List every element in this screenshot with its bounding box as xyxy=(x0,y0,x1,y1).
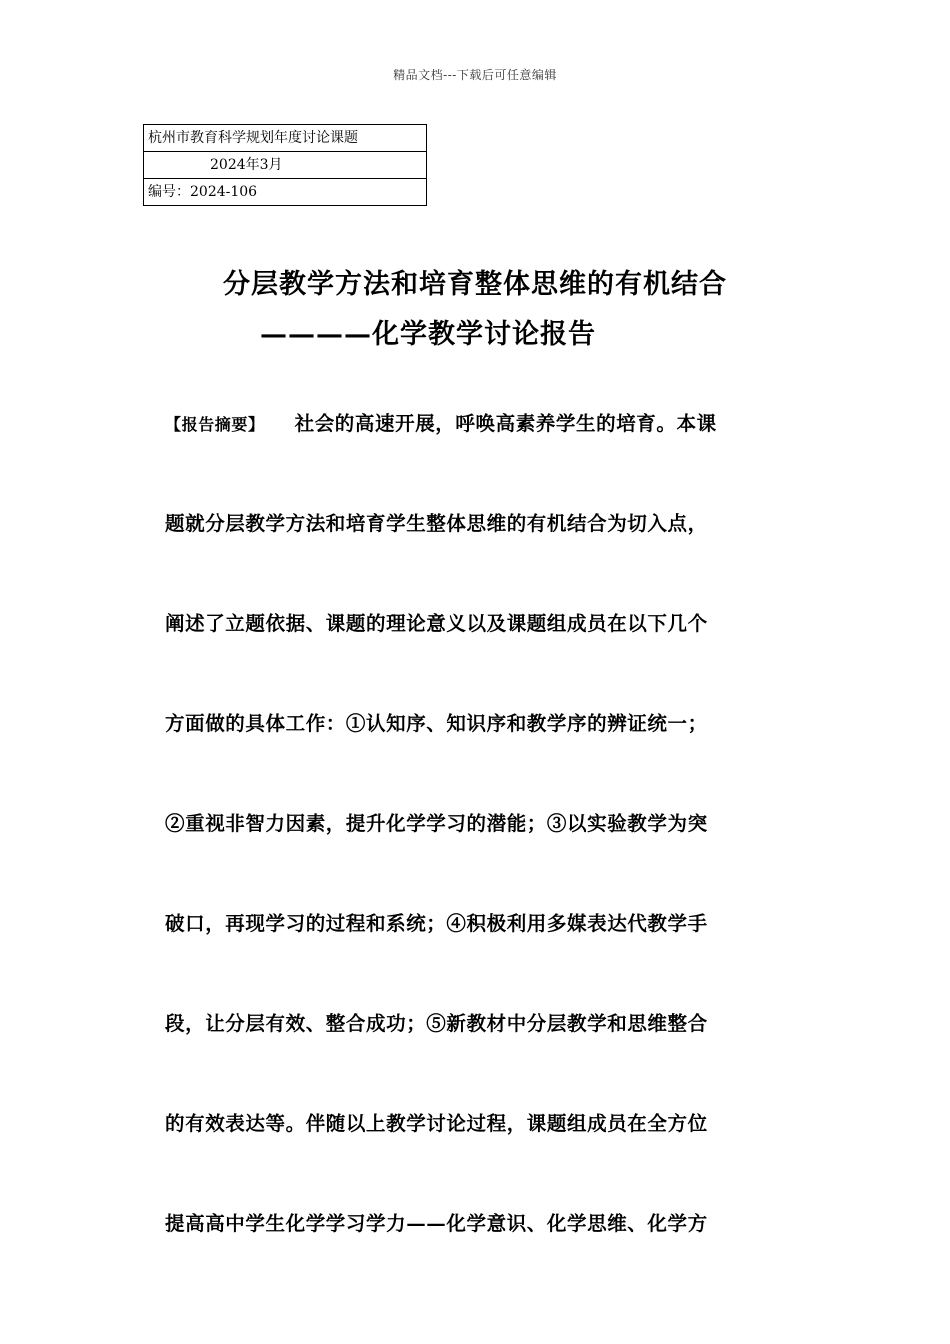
project-number: 编号：2024-106 xyxy=(148,184,258,200)
abstract-line: 破口，再现学习的过程和系统；④积极利用多媒表达代教学手 xyxy=(165,912,708,935)
abstract-line: 的有效表达等。伴随以上教学讨论过程，课题组成员在全方位 xyxy=(165,1112,708,1135)
project-source: 杭州市教育科学规划年度讨论课题 xyxy=(144,125,426,152)
abstract-line xyxy=(165,374,790,474)
abstract-body xyxy=(165,374,790,1274)
page-header-note: 精品文档---下载后可任意编辑 xyxy=(393,68,557,82)
project-date: 2024年3月 xyxy=(144,152,426,179)
report-subtitle: ————化学教学讨论报告 xyxy=(260,319,596,350)
project-info-box xyxy=(143,124,427,206)
abstract-line-text: 社会的高速开展，呼唤高素养学生的培育。本课 xyxy=(294,412,717,435)
abstract-line: 段，让分层有效、整合成功；⑤新教材中分层教学和思维整合 xyxy=(165,1012,708,1035)
abstract-line: 阐述了立题依据、课题的理论意义以及课题组成员在以下几个 xyxy=(165,612,708,635)
abstract-line: ②重视非智力因素，提升化学学习的潜能；③以实验教学为突 xyxy=(165,812,708,835)
abstract-line: 提高高中学生化学学习学力——化学意识、化学思维、化学方 xyxy=(165,1212,708,1235)
report-title: 分层教学方法和培育整体思维的有机结合 xyxy=(223,269,727,300)
abstract-label: 【报告摘要】 xyxy=(165,415,265,434)
abstract-line: 方面做的具体工作：①认知序、知识序和教学序的辨证统一； xyxy=(165,712,708,735)
abstract-line: 题就分层教学方法和培育学生整体思维的有机结合为切入点， xyxy=(165,512,708,535)
